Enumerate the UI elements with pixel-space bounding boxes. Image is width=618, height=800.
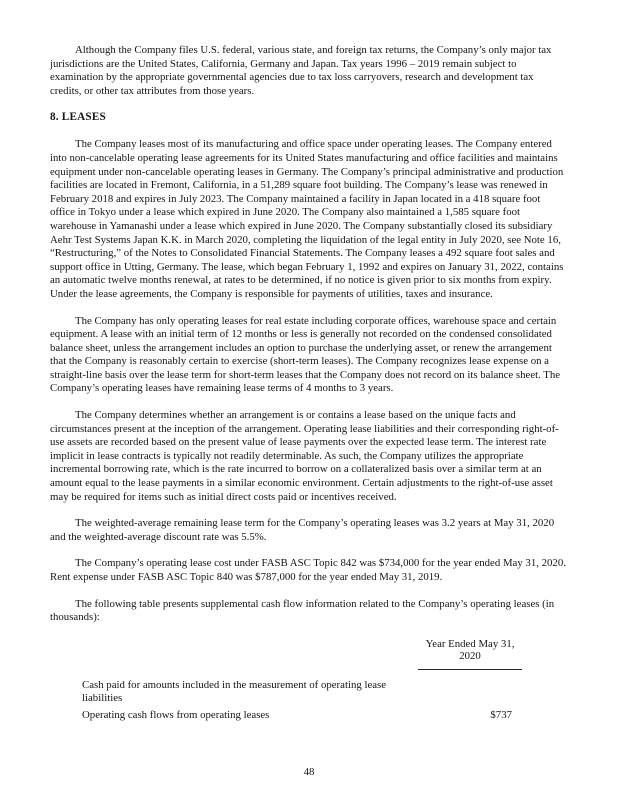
row-label-cash-paid: Cash paid for amounts included in the measurement of operating lease liabilities [82,678,387,704]
section-heading-leases: 8. LEASES [50,111,106,124]
page-number: 48 [303,766,315,778]
column-header-line1: Year Ended May 31, [425,637,515,650]
paragraph-tax-returns: Although the Company files U.S. federal, various state, and foreign tax returns, the Company’s only major tax jurisdictions are the United States, California, Germany and Japan. Tax years 1996 – 2019 remain subject to examination by the appropriate governmental agencies due to tax loss carryovers, research and development tax credits, or other tax attributes from those years. [50,44,552,97]
table-column-header [418,638,522,670]
paragraph-lease-cost: The Company’s operating lease cost under FASB ASC Topic 842 was $734,000 for the year ended May 31, 2020. Rent expense under FASB ASC Topic 840 was $787,000 for the year ended May 31, 2019. [50,557,566,583]
column-header-line2: 2020 [459,650,481,663]
paragraph-table-intro: The following table presents supplemental cash flow information related to the Company’s operating leases (in thousands): [50,597,555,624]
table-row [50,709,566,722]
table-header-row [50,638,566,670]
column-header-rule [418,669,522,670]
paragraph-lease-overview: The Company leases most of its manufacturing and office space under operating leases. The Company entered into non-cancelable operating lease agreements for its United States manufacturing and office facilities and maintains equipment under non-cancelable operating leases in Germany. The Company’s principal administrative and production facilities are located in Fremont, California, in a 51,289 square foot building. The Company’s lease was renewed in February 2018 and expires in July 2023. The Company maintained a facility in Japan located in a 418 square foot office in Tokyo under a lease which expired in June 2020. The Company also maintained a 1,585 square foot warehouse in Yamanashi under a lease which expired in June 2020. The Company substantially closed its subsidiary Aehr Test Systems Japan K.K. in March 2020, completing the liquidation of the legal entity in July 2020, see Note 16, “Restructuring,” of the Notes to Consolidated Financial Statements. The Company leases a 492 square foot sales and support office in Utting, Germany. The lease, which began February 1, 1992 and expires on January 31, 2022, contains an automatic twelve months renewal, at rates to be determined, if no notice is given prior to six months from expiry. Under the lease agreements, the Company is responsible for payments of utilities, taxes and insurance. [50,138,564,300]
table-row [50,679,566,705]
row-value-operating-cash-flows: $737 [490,708,512,721]
paragraph-operating-lease-policy: The Company has only operating leases for real estate including corporate offices, warehouse space and certain equipment. A lease with an initial term of 12 months or less is generally not recorded on the condensed consolidated balance sheet, unless the arrangement includes an option to purchase the underlying asset, or renew the arrangement that the Company is reasonably certain to exercise (short-term leases). The Company recognizes lease expense on a straight-line basis over the lease term for short-term leases that the Company does not record on its balance sheet. The Company’s operating leases have remaining lease terms of 4 months to 3 years. [50,314,561,395]
supplemental-cash-flow-table [50,638,566,722]
paragraph-weighted-average: The weighted-average remaining lease term for the Company’s operating leases was 3.2 years at May 31, 2020 and the weighted-average discount rate was 5.5%. [50,517,555,543]
row-label-operating-cash-flows: Operating cash flows from operating leases [82,708,270,721]
paragraph-lease-determination: The Company determines whether an arrangement is or contains a lease based on the unique facts and circumstances present at the inception of the arrangement. Operating lease liabilities and their corresponding right-of-use assets are recorded based on the present value of lease payments over the expected lease term. The interest rate implicit in lease contracts is typically not readily determinable. As such, the Company utilizes the appropriate incremental borrowing rate, which is the rate incurred to borrow on a collateralized basis over a similar term at an amount equal to the lease payments in a similar economic environment. Certain adjustments to the right-of-use asset may be required for items such as initial direct costs paid or incentives received. [50,409,559,503]
